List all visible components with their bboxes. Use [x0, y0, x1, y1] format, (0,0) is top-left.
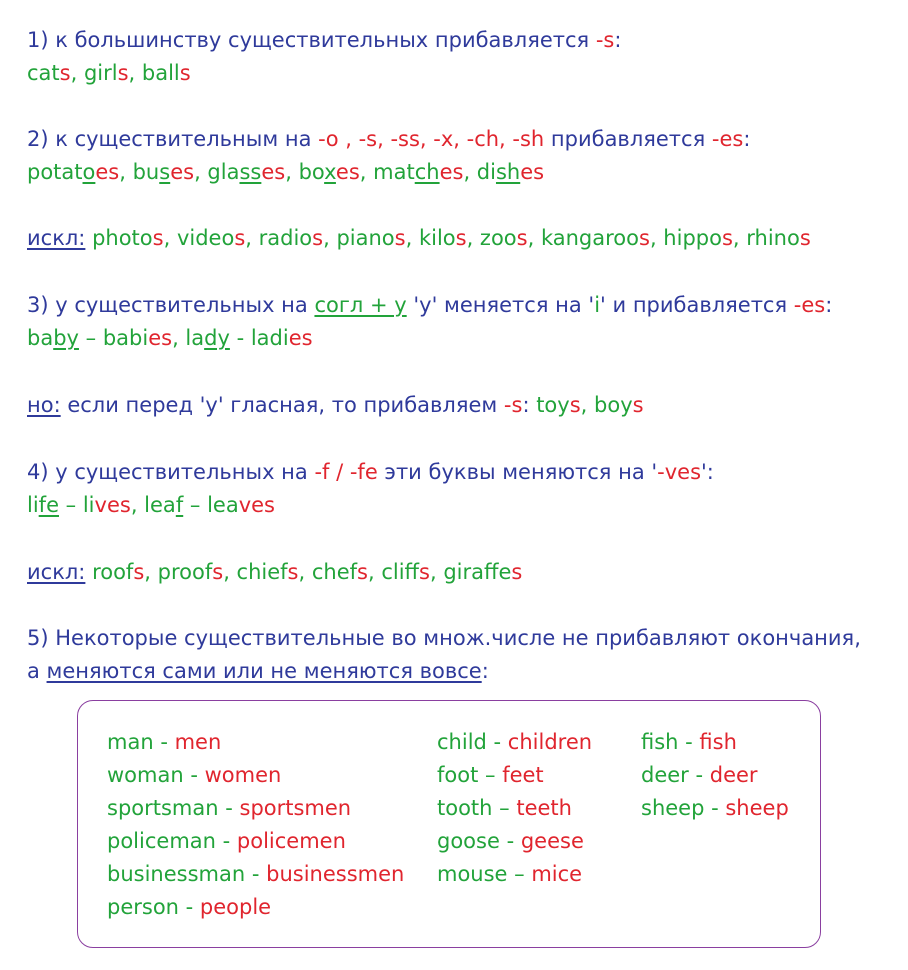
text-segment: fe	[38, 493, 59, 517]
text-segment: , video	[163, 226, 235, 250]
text-segment: ch	[414, 160, 440, 184]
plural-pair	[107, 825, 404, 858]
text-segment: – li	[59, 493, 95, 517]
plural-pair	[437, 792, 592, 825]
text-segment: toy	[536, 393, 570, 417]
dash-separator: -	[678, 730, 700, 754]
text-segment: s	[312, 226, 324, 250]
plural-pair	[107, 792, 404, 825]
rule-1-examples	[27, 57, 191, 89]
singular-word: sheep	[641, 796, 705, 820]
plural-word: policemen	[236, 829, 346, 853]
text-segment: -s	[503, 393, 523, 417]
text-segment: :	[522, 393, 537, 417]
text-segment: s	[721, 226, 733, 250]
text-segment: эти буквы меняются на '	[377, 460, 658, 484]
plural-word: sheep	[725, 796, 789, 820]
rule-5-continuation	[27, 655, 489, 687]
rule-5-line	[27, 622, 861, 654]
plural-word: mice	[531, 862, 583, 886]
text-segment: :	[614, 28, 622, 52]
text-segment: , bu	[119, 160, 160, 184]
text-segment: но:	[27, 393, 61, 417]
irregular-column-1	[107, 726, 404, 924]
dash-separator: -	[486, 730, 508, 754]
singular-word: sportsman	[107, 796, 219, 820]
singular-word: goose	[437, 829, 500, 853]
singular-word: tooth	[437, 796, 493, 820]
text-segment: s	[117, 61, 129, 85]
text-segment: , boy	[580, 393, 633, 417]
text-segment: а	[27, 659, 47, 683]
text-segment: искл:	[27, 560, 86, 584]
plural-pair	[437, 759, 592, 792]
text-segment: s	[234, 226, 246, 250]
text-segment: , kangaroo	[527, 226, 639, 250]
rule-4-line	[27, 456, 714, 488]
text-segment: - ladi	[229, 326, 289, 350]
plural-pair	[437, 726, 592, 759]
text-segment: ss	[239, 160, 262, 184]
text-segment: es	[520, 160, 545, 184]
text-segment: s	[511, 560, 523, 584]
singular-word: fish	[641, 730, 679, 754]
text-segment: x	[324, 160, 336, 184]
text-segment: 3) у существительных на	[27, 293, 315, 317]
text-segment: by	[53, 326, 79, 350]
text-segment: ' и прибавляется	[600, 293, 794, 317]
singular-word: man	[107, 730, 154, 754]
text-segment: es	[95, 160, 120, 184]
rule-4-examples	[27, 489, 275, 521]
plural-word: men	[174, 730, 222, 754]
text-segment: ':	[701, 460, 714, 484]
irregular-column-2	[437, 726, 592, 891]
dash-separator: –	[492, 796, 517, 820]
text-segment: cat	[27, 61, 60, 85]
dash-separator: -	[153, 730, 175, 754]
text-segment: potat	[27, 160, 83, 184]
text-segment: es	[288, 326, 313, 350]
text-segment: 1) к большинству существительных прибавляется	[27, 28, 596, 52]
text-segment: s	[159, 160, 171, 184]
rule-3-note	[27, 389, 644, 421]
dash-separator: -	[499, 829, 521, 853]
text-segment: :	[743, 127, 751, 151]
text-segment: , radio	[245, 226, 313, 250]
plural-pair	[641, 759, 789, 792]
text-segment: s	[455, 226, 467, 250]
text-segment: , mat	[359, 160, 415, 184]
text-segment: , ball	[128, 61, 180, 85]
text-segment: o	[82, 160, 96, 184]
text-segment: искл:	[27, 226, 86, 250]
rule-2-exceptions	[27, 222, 811, 254]
text-segment: es	[439, 160, 464, 184]
text-segment: – lea	[183, 493, 239, 517]
text-segment: , di	[463, 160, 496, 184]
text-segment: s	[357, 560, 368, 584]
text-segment: f	[175, 493, 184, 517]
text-segment: es	[335, 160, 360, 184]
singular-word: foot	[437, 763, 479, 787]
dash-separator: -	[183, 763, 205, 787]
plural-pair	[107, 891, 404, 924]
singular-word: person	[107, 895, 179, 919]
text-segment: , zoo	[466, 226, 517, 250]
text-segment: -f / -fe	[314, 460, 378, 484]
text-segment: s	[419, 560, 430, 584]
text-segment: , proof	[144, 560, 213, 584]
text-segment: , chef	[298, 560, 358, 584]
text-segment: -es	[793, 293, 826, 317]
text-segment: 4) у существительных на	[27, 460, 315, 484]
singular-word: child	[437, 730, 487, 754]
text-segment: roof	[85, 560, 134, 584]
plural-word: people	[199, 895, 272, 919]
text-segment: , kilo	[405, 226, 456, 250]
text-segment: , hippo	[649, 226, 722, 250]
text-segment: – babi	[78, 326, 149, 350]
text-segment: s	[632, 393, 644, 417]
text-segment: -o , -s, -ss, -x, -ch, -sh	[318, 127, 545, 151]
text-segment: :	[825, 293, 833, 317]
plural-pair	[107, 858, 404, 891]
plural-word: children	[507, 730, 593, 754]
plural-word: women	[204, 763, 282, 787]
plural-word: geese	[520, 829, 584, 853]
text-segment: s	[799, 226, 811, 250]
dash-separator: -	[218, 796, 240, 820]
text-segment: es	[261, 160, 286, 184]
text-segment: , la	[172, 326, 205, 350]
text-segment: sh	[495, 160, 521, 184]
irregular-column-3	[641, 726, 789, 825]
rule-4-exceptions	[27, 556, 522, 588]
text-segment: , girl	[70, 61, 118, 85]
dash-separator: -	[245, 862, 267, 886]
plural-pair	[437, 858, 592, 891]
text-segment: , cliff	[367, 560, 420, 584]
plural-pair	[107, 759, 404, 792]
text-segment: li	[27, 493, 39, 517]
text-segment: s	[133, 560, 145, 584]
text-segment: s	[639, 226, 650, 250]
plural-pair	[641, 792, 789, 825]
text-segment: -ves	[657, 460, 702, 484]
text-segment: если перед 'y' гласная, то прибавляем	[60, 393, 504, 417]
text-segment: , lea	[130, 493, 176, 517]
dash-separator: –	[507, 862, 532, 886]
text-segment: прибавляется	[544, 127, 712, 151]
dash-separator: –	[478, 763, 503, 787]
rule-2-line	[27, 123, 750, 155]
text-segment: dy	[204, 326, 230, 350]
rule-1-line	[27, 24, 621, 56]
text-segment: es	[148, 326, 173, 350]
text-segment: ba	[27, 326, 54, 350]
text-segment: i	[594, 293, 601, 317]
text-segment: :	[481, 659, 489, 683]
text-segment: -s	[595, 28, 615, 52]
plural-pair	[641, 726, 789, 759]
singular-word: woman	[107, 763, 184, 787]
text-segment: -es	[711, 127, 744, 151]
text-segment: s	[394, 226, 406, 250]
text-segment: согл + y	[314, 293, 407, 317]
dash-separator: -	[178, 895, 200, 919]
singular-word: mouse	[437, 862, 508, 886]
plural-word: fish	[699, 730, 737, 754]
text-segment: , bo	[285, 160, 325, 184]
text-segment: , chief	[223, 560, 288, 584]
dash-separator: -	[215, 829, 237, 853]
text-segment: s	[179, 61, 191, 85]
rule-3-line	[27, 289, 832, 321]
singular-word: businessman	[107, 862, 246, 886]
text-segment: s	[152, 226, 164, 250]
singular-word: deer	[641, 763, 689, 787]
text-segment: , rhino	[732, 226, 800, 250]
text-segment: s	[516, 226, 528, 250]
text-segment: , piano	[323, 226, 395, 250]
text-segment: 2) к существительным на	[27, 127, 319, 151]
dash-separator: -	[704, 796, 726, 820]
text-segment: меняются сами или не меняются вовсе	[46, 659, 482, 683]
plural-pair	[107, 726, 404, 759]
plural-word: teeth	[516, 796, 572, 820]
plural-pair	[437, 825, 592, 858]
text-segment: 'y' меняется на '	[406, 293, 595, 317]
plural-word: sportsmen	[239, 796, 352, 820]
text-segment: ves	[238, 493, 275, 517]
text-segment: s	[212, 560, 224, 584]
rule-2-examples	[27, 156, 544, 188]
text-segment: photo	[85, 226, 153, 250]
text-segment: s	[59, 61, 71, 85]
text-segment: , giraffe	[429, 560, 512, 584]
dash-separator: -	[688, 763, 710, 787]
plural-word: deer	[709, 763, 758, 787]
text-segment: s	[569, 393, 581, 417]
plural-word: businessmen	[266, 862, 405, 886]
rule-3-examples	[27, 322, 313, 354]
text-segment: es	[170, 160, 195, 184]
singular-word: policeman	[107, 829, 216, 853]
plural-word: feet	[502, 763, 544, 787]
text-segment: ves	[94, 493, 131, 517]
text-segment: , gla	[194, 160, 240, 184]
text-segment: 5) Некоторые существительные во множ.числе не прибавляют окончания,	[27, 626, 861, 650]
text-segment: s	[287, 560, 299, 584]
